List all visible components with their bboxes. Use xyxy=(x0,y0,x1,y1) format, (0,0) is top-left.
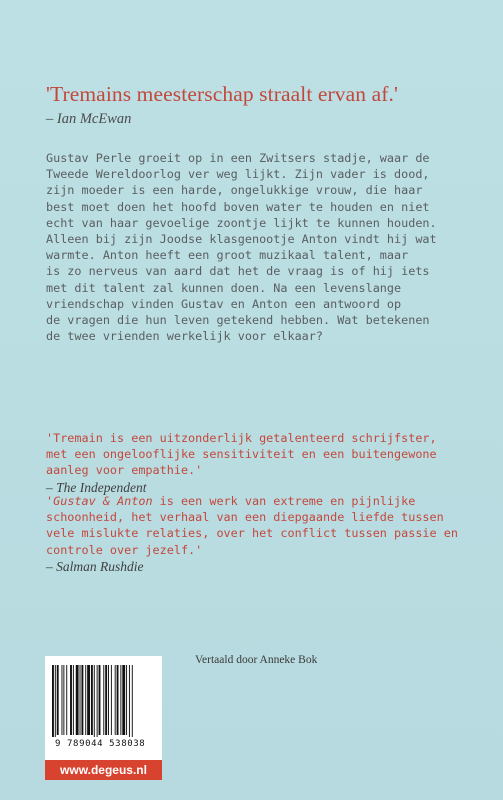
barcode-bar xyxy=(94,665,95,737)
barcode-bar xyxy=(105,665,107,735)
review-open-quote: ' xyxy=(46,494,54,508)
barcode-bar xyxy=(81,665,83,735)
isbn-number: 9 789044 538038 xyxy=(55,739,146,749)
blurb-line: warmte. Anton heeft een groot muzikaal talent, maar xyxy=(46,248,409,263)
review-line: aanleg voor empathie.' xyxy=(46,463,203,478)
review-line: met een ongelooflijke sensitiviteit en een buitengewone xyxy=(46,447,437,462)
review-line-rest: is een werk van extreme en pijnlijke xyxy=(152,494,416,508)
review-source-name: Salman Rushdie xyxy=(56,558,144,574)
review-rushdie xyxy=(46,493,466,575)
publisher-website: www.degeus.nl xyxy=(45,760,162,780)
book-blurb xyxy=(46,150,456,344)
blurb-line: met dit talent zal kunnen doen. Na een levenslange xyxy=(46,280,402,295)
barcode-bar xyxy=(103,665,104,735)
review-source-name: The Independent xyxy=(56,479,147,495)
barcode-bar xyxy=(73,665,74,735)
barcode-bar xyxy=(115,665,116,735)
barcode-bar xyxy=(126,665,127,735)
blurb-line: best moet doen het hoofd boven water te houden en niet xyxy=(46,199,430,214)
blurb-line: de twee vrienden werkelijk voor elkaar? xyxy=(46,329,323,344)
blurb-line: Tweede Wereldoorlog ver weg lijkt. Zijn vader is dood, xyxy=(46,167,430,182)
barcode-bar xyxy=(52,665,54,737)
translator-credit: Vertaald door Anneke Bok xyxy=(195,654,318,666)
review-line xyxy=(46,493,466,509)
barcode-bar xyxy=(57,665,59,735)
barcode-bar xyxy=(111,665,112,735)
barcode-bar xyxy=(80,665,81,735)
review-independent xyxy=(46,430,466,496)
barcode-bar xyxy=(62,665,63,735)
barcode-bar xyxy=(97,665,98,737)
blurb-line: Alleen bij zijn Joodse klasgenootje Anton vindt hij wat xyxy=(46,232,437,247)
review-line: vele mislukte relaties, over het conflict tussen passie en xyxy=(46,526,458,541)
barcode-bar xyxy=(108,665,109,735)
blurb-line: Gustav Perle groeit op in een Zwitsers stadje, waar de xyxy=(46,151,430,165)
barcode-bar xyxy=(91,665,93,735)
barcode-bar xyxy=(70,665,72,735)
barcode-bar xyxy=(55,665,56,737)
blurb-line: de vragen die hun leven getekend hebben. Wat betekenen xyxy=(46,313,430,328)
barcode-bar xyxy=(117,665,119,735)
review-dash: – xyxy=(46,479,57,495)
barcode-bar xyxy=(132,665,133,737)
blurb-line: echt van haar gevoelige zoontje lijkt te kunnen houden. xyxy=(46,215,437,230)
barcode-bar xyxy=(87,665,90,735)
barcode-bar xyxy=(122,665,125,735)
barcode-bars xyxy=(52,665,155,737)
headline-quote: 'Tremains meesterschap straalt ervan af.' xyxy=(46,82,398,106)
blurb-line: zijn moeder is een harde, ongelukkige vrouw, die haar xyxy=(46,183,423,198)
barcode-bar xyxy=(63,665,64,735)
headline-quote-author: – Ian McEwan xyxy=(46,111,132,127)
review-dash: – xyxy=(46,558,57,574)
review-line: 'Tremain is een uitzonderlijk getalenteerd schrijfster, xyxy=(46,431,437,445)
barcode-bar xyxy=(120,665,121,735)
barcode xyxy=(45,656,162,760)
book-title-italic: Gustav & Anton xyxy=(53,494,153,508)
blurb-line: vriendschap vinden Gustav en Anton een antwoord op xyxy=(46,296,402,311)
barcode-bar xyxy=(66,665,67,735)
barcode-bar xyxy=(85,665,86,735)
blurb-line: is zo nerveus van aard dat het de vraag is of hij iets xyxy=(46,264,430,279)
barcode-bar xyxy=(99,665,101,735)
review-source xyxy=(46,559,466,575)
review-line: schoonheid, het verhaal van een diepgaande liefde tussen xyxy=(46,510,444,525)
review-line: controle over jezelf.' xyxy=(46,542,203,557)
barcode-bar xyxy=(76,665,79,735)
barcode-bar xyxy=(129,665,130,737)
